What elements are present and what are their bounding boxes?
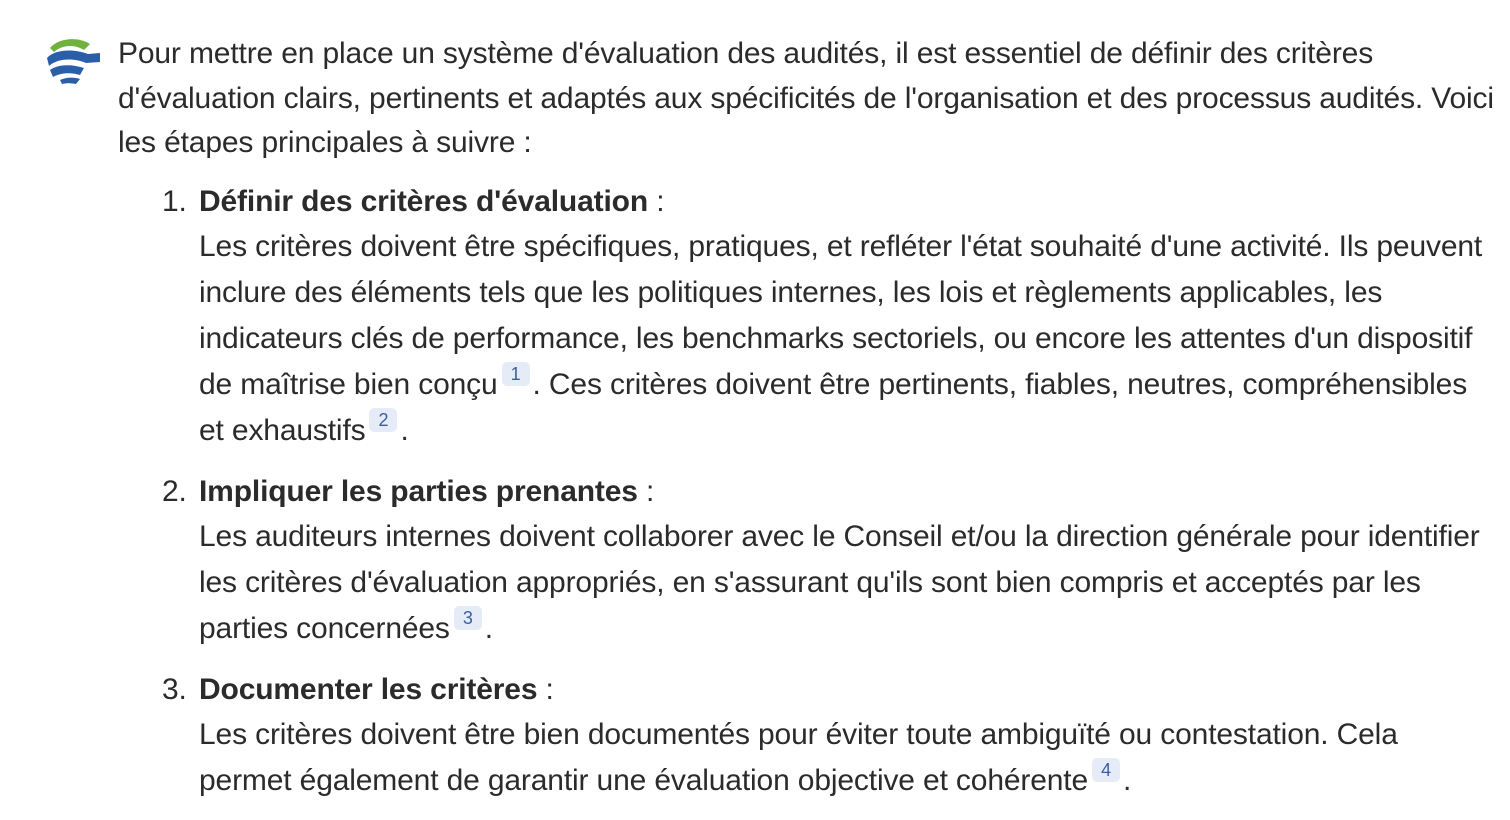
step-text: Les critères doivent être bien documentés pour éviter toute ambiguïté ou contestation. Cela permet également de garantir une évaluation objective et cohérente [199, 717, 1398, 797]
step-number: 3. [162, 672, 187, 706]
step-text-end: . [484, 611, 493, 645]
step-colon: : [537, 672, 554, 706]
citation-badge[interactable]: 4 [1092, 758, 1120, 782]
step-text: . Ces critères doivent être pertinents, fiables, neutres, compréhensibles et exhaustifs [199, 367, 1468, 447]
step-text-end: . [1123, 763, 1132, 797]
list-item [118, 470, 1498, 652]
step-body [199, 712, 1498, 804]
step-number: 2. [162, 474, 187, 508]
step-text-end: . [400, 413, 409, 447]
step-number: 1. [162, 184, 187, 218]
steps-list [118, 180, 1498, 804]
assistant-message [118, 32, 1498, 820]
step-body [199, 514, 1498, 652]
list-item [118, 180, 1498, 454]
step-heading [199, 470, 1498, 514]
step-colon: : [648, 184, 665, 218]
step-heading [199, 180, 1498, 224]
intro-paragraph: Pour mettre en place un système d'évaluation des audités, il est essentiel de définir des critères d'évaluation clairs, pertinents et adaptés aux spécificités de l'organisation et des processus audités. Voici les étapes principales à suivre : [118, 37, 1494, 159]
step-text: Les critères doivent être spécifiques, pratiques, et refléter l'état souhaité d'une activité. Ils peuvent inclure des éléments tels que les politiques internes, les lois et règlements applicables, les indicateurs clés de performance, les benchmarks sectoriels, ou encore les attentes d'un dispositif de maîtrise bien conçu [199, 229, 1483, 401]
citation-badge[interactable]: 2 [369, 408, 397, 432]
globe-logo-icon [44, 36, 102, 88]
step-title: Définir des critères d'évaluation [199, 184, 649, 218]
step-heading [199, 668, 1498, 712]
step-title: Impliquer les parties prenantes [199, 474, 638, 508]
step-title: Documenter les critères [199, 672, 538, 706]
citation-badge[interactable]: 1 [502, 362, 530, 386]
citation-badge[interactable]: 3 [454, 606, 482, 630]
step-colon: : [637, 474, 655, 508]
assistant-avatar [44, 36, 102, 88]
step-body [199, 224, 1498, 454]
step-text: Les auditeurs internes doivent collaborer avec le Conseil et/ou la direction générale pour identifier les critères d'évaluation appropriés, en s'assurant qu'ils sont bien compris et acceptés par les parties concernées [199, 519, 1480, 645]
list-item [118, 668, 1498, 804]
